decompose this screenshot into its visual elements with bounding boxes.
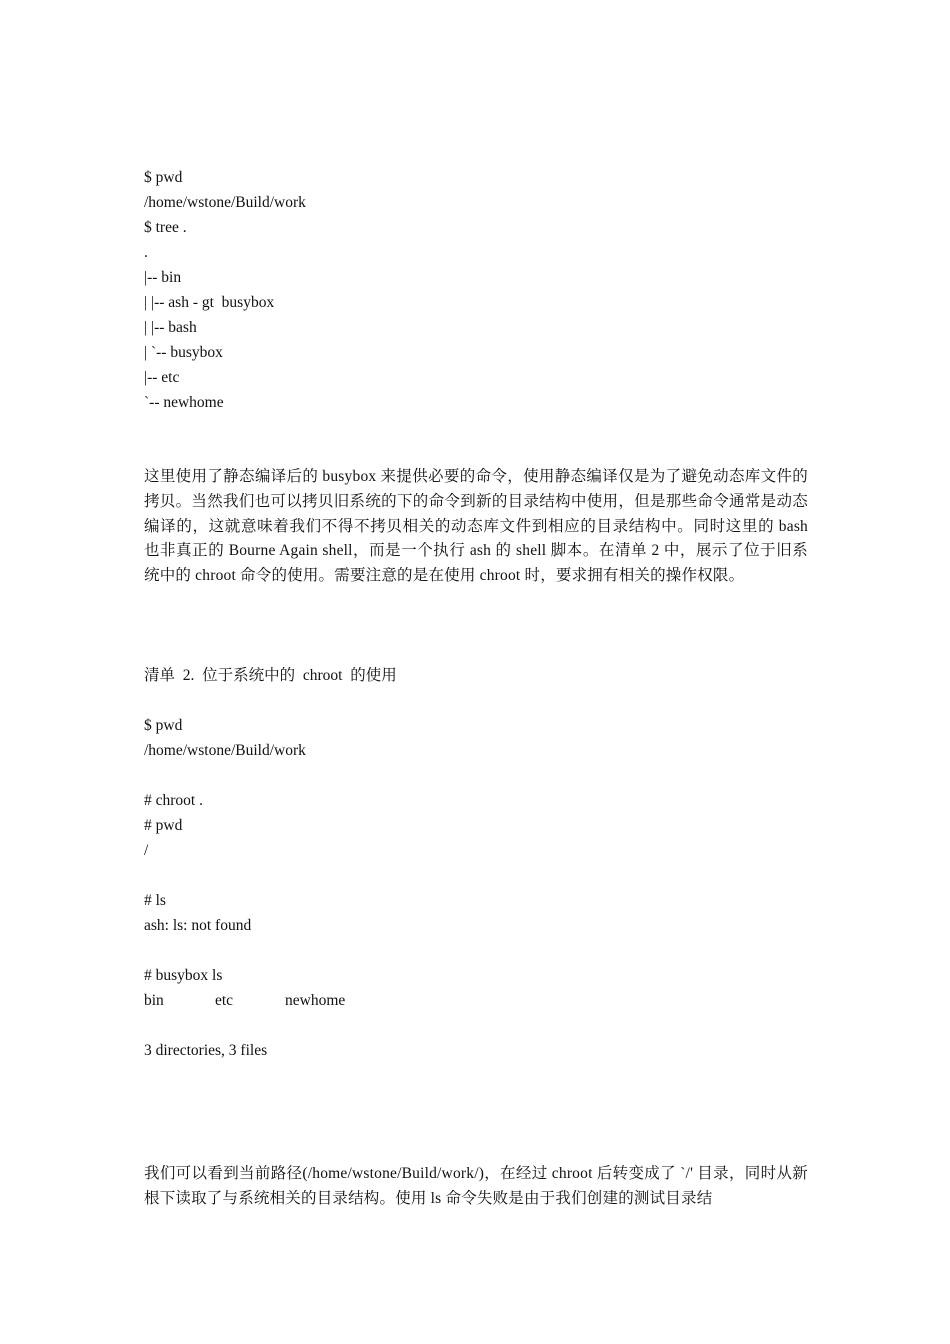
code-line: / (144, 842, 149, 859)
body-paragraph: 这里使用了静态编译后的 busybox 来提供必要的命令，使用静态编译仅是为了避免动态库文件的拷贝。当然我们也可以拷贝旧系统的下的命令到新的目录结构中使用，但是那些命令通常是动态编译的，这就意味着我们不得不拷贝相关的动态库文件到相应的目录结构中。同时这里的 bash 也非真正的 Bourne Again shell，而是一个执行 ash 的 shell 脚本。在清单 2 中，展示了位于旧系统中的 chroot 命令的使用。需要注意的是在使用 chroot 时，要求拥有相关的操作权限。 (144, 468, 808, 585)
code-line: . (144, 244, 148, 261)
code-line: /home/wstone/Build/work (144, 742, 306, 759)
code-line: ash: ls: not found (144, 917, 252, 934)
code-line: # ls (144, 892, 166, 909)
code-line: $ tree . (144, 219, 187, 236)
code-line: |-- bin (144, 269, 182, 286)
body-paragraph: 我们可以看到当前路径(/home/wstone/Build/work/)，在经过 chroot 后转变成了 `/' 目录，同时从新根下读取了与系统相关的目录结构。使用 ls 命令失败是由于我们创建的测试目录结 (144, 1165, 808, 1207)
code-line: $ pwd (144, 169, 183, 186)
listing-title: 清单 2. 位于系统中的 chroot 的使用 (144, 667, 397, 684)
code-line: | |-- ash - gt busybox (144, 294, 275, 311)
code-line: $ pwd (144, 717, 183, 734)
ls-output-item: etc (215, 992, 234, 1009)
code-line: | `-- busybox (144, 344, 223, 361)
code-line: # busybox ls (144, 967, 223, 984)
ls-output-item: newhome (285, 992, 346, 1009)
code-line: /home/wstone/Build/work (144, 194, 306, 211)
code-line: | |-- bash (144, 319, 197, 336)
code-line: # chroot . (144, 792, 203, 809)
code-line: # pwd (144, 817, 183, 834)
code-line: `-- newhome (144, 394, 224, 411)
code-line: 3 directories, 3 files (144, 1042, 268, 1059)
ls-output-item: bin (144, 992, 164, 1009)
code-line: |-- etc (144, 369, 180, 386)
